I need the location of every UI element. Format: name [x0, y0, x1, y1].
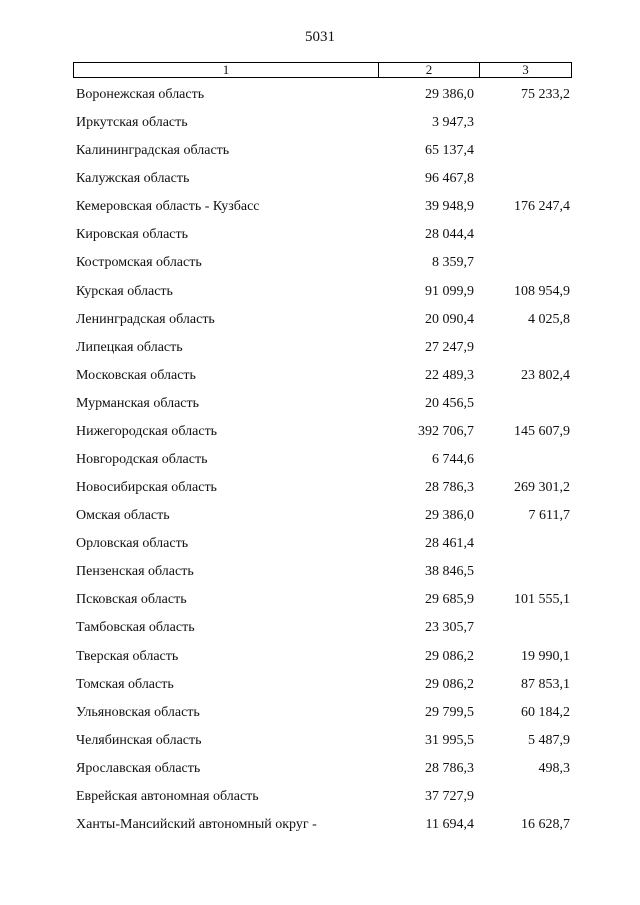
table-row: [0, 252, 640, 280]
region-name: Пензенская область: [76, 564, 194, 580]
table-row: [0, 196, 640, 224]
column-2-value: 29 685,9: [425, 592, 474, 608]
column-2-value: 96 467,8: [425, 171, 474, 187]
table-row: [0, 224, 640, 252]
table-row: [0, 84, 640, 112]
column-3-value: 19 990,1: [521, 648, 570, 664]
table-row: [0, 309, 640, 337]
table-row: [0, 561, 640, 589]
table-row: [0, 674, 640, 702]
region-name: Челябинская область: [76, 732, 202, 748]
region-name: Томская область: [76, 676, 174, 692]
table-row: [0, 533, 640, 561]
table-row: [0, 477, 640, 505]
table-row: [0, 786, 640, 814]
column-2-value: 23 305,7: [425, 620, 474, 636]
column-3-value: 176 247,4: [514, 199, 570, 215]
region-name: Ханты-Мансийский автономный округ -: [76, 817, 317, 833]
region-name: Новосибирская область: [76, 480, 217, 496]
column-2-value: 6 744,6: [432, 452, 474, 468]
column-2-value: 11 694,4: [425, 817, 474, 833]
table-row: [0, 814, 640, 842]
column-3-value: 23 802,4: [521, 367, 570, 383]
column-3-value: 498,3: [538, 760, 570, 776]
region-name: Орловская область: [76, 536, 189, 552]
region-name: Липецкая область: [76, 339, 183, 355]
table-row: [0, 365, 640, 393]
table-row: [0, 758, 640, 786]
column-2-value: 29 086,2: [425, 648, 474, 664]
column-3-value: 7 611,7: [528, 508, 570, 524]
table-row: [0, 168, 640, 196]
column-2-value: 91 099,9: [425, 283, 474, 299]
column-2-value: 28 786,3: [425, 480, 474, 496]
table-row: [0, 730, 640, 758]
column-2-value: 29 386,0: [425, 87, 474, 102]
region-name: Ярославская область: [76, 760, 201, 776]
table-row: [0, 505, 640, 533]
column-2-value: 39 948,9: [425, 199, 474, 215]
table-row: [0, 646, 640, 674]
column-3-value: 60 184,2: [521, 704, 570, 720]
column-2-value: 37 727,9: [425, 788, 474, 804]
region-name: Московская область: [76, 367, 196, 383]
column-2-value: 28 461,4: [425, 536, 474, 552]
region-name: Костромская область: [76, 255, 202, 271]
table-row: [0, 617, 640, 645]
column-3-value: 16 628,7: [521, 817, 570, 833]
page-number: 5031: [305, 29, 335, 45]
table-row: [0, 449, 640, 477]
column-2-value: 27 247,9: [425, 339, 474, 355]
table-row: [0, 281, 640, 309]
region-name: Омская область: [76, 508, 170, 524]
column-2-value: 3 947,3: [432, 115, 474, 131]
column-2-value: 29 799,5: [425, 704, 474, 720]
region-name: Новгородская область: [76, 452, 208, 468]
column-2-value: 29 386,0: [425, 508, 474, 524]
region-name: Кировская область: [76, 227, 189, 243]
column-2-value: 28 044,4: [425, 227, 474, 243]
column-2-value: 29 086,2: [425, 676, 474, 692]
region-name: Ленинградская область: [76, 311, 215, 327]
column-3-value: 75 233,2: [521, 87, 570, 102]
column-3-value: 5 487,9: [528, 732, 570, 748]
column-2-value: 31 995,5: [425, 732, 474, 748]
column-2-value: 28 786,3: [425, 760, 474, 776]
region-name: Кемеровская область - Кузбасс: [76, 199, 260, 215]
table-row: [0, 421, 640, 449]
region-name: Калужская область: [76, 171, 190, 187]
region-name: Тамбовская область: [76, 620, 195, 636]
column-3-value: 101 555,1: [514, 592, 570, 608]
table-row: [0, 337, 640, 365]
region-name: Ульяновская область: [76, 704, 200, 720]
region-name: Еврейская автономная область: [76, 788, 259, 804]
column-3-value: 145 607,9: [514, 423, 570, 439]
column-header-2: 2: [379, 63, 480, 77]
column-2-value: 20 456,5: [425, 395, 474, 411]
table-row: [0, 140, 640, 168]
region-name: Нижегородская область: [76, 423, 218, 439]
column-3-value: 87 853,1: [521, 676, 570, 692]
table-body: [0, 84, 640, 842]
region-name: Тверская область: [76, 648, 179, 664]
table-row: [0, 589, 640, 617]
table-header: [73, 62, 572, 78]
column-2-value: 20 090,4: [425, 311, 474, 327]
region-name: Калининградская область: [76, 143, 230, 159]
table-row: [0, 702, 640, 730]
column-2-value: 65 137,4: [425, 143, 474, 159]
column-3-value: 269 301,2: [514, 480, 570, 496]
table-row: [0, 393, 640, 421]
table-row: [0, 112, 640, 140]
column-3-value: 108 954,9: [514, 283, 570, 299]
region-name: Курская область: [76, 283, 173, 299]
region-name: Псковская область: [76, 592, 187, 608]
region-name: Мурманская область: [76, 395, 200, 411]
column-2-value: 38 846,5: [425, 564, 474, 580]
region-name: Воронежская область: [76, 87, 205, 102]
column-2-value: 8 359,7: [432, 255, 474, 271]
column-2-value: 392 706,7: [418, 423, 474, 439]
column-2-value: 22 489,3: [425, 367, 474, 383]
column-header-1: 1: [74, 63, 379, 77]
region-name: Иркутская область: [76, 115, 188, 131]
column-3-value: 4 025,8: [528, 311, 570, 327]
column-header-3: 3: [522, 62, 529, 77]
